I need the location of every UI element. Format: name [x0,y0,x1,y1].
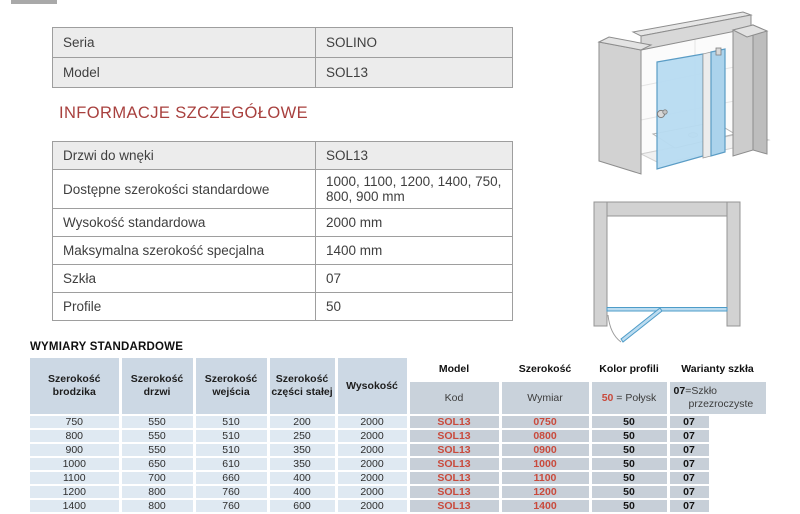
table-row [53,58,513,88]
cell-value: 760 [194,499,268,513]
table-row [53,209,513,237]
top-beam [641,15,751,50]
cell-model-code: SOL13 [408,471,500,485]
profile-code: 50 [601,392,614,404]
cell-glass-variant: 07 [668,443,710,457]
row-label: Wysokość standardowa [53,209,316,237]
cell-value: 400 [268,471,336,485]
glass-code: 07 [673,384,686,397]
cell-width-code: 1100 [500,471,590,485]
cell-value: 250 [268,429,336,443]
cell-value: 660 [194,471,268,485]
table-row [30,485,767,499]
cell-value: 750 [30,415,120,429]
details-table [52,141,513,321]
cell-value: 510 [194,415,268,429]
cell-value: 350 [268,443,336,457]
cell-glass-variant: 07 [668,415,710,429]
door-profile [703,52,711,158]
cell-width-code: 0800 [500,429,590,443]
table-row [30,429,767,443]
floor [641,132,769,164]
row-label: Seria [53,28,316,58]
cell-value: 550 [120,429,194,443]
group-header-glass-variants: Warianty szkła [668,358,767,381]
table-row [30,471,767,485]
table-row [30,499,767,513]
glass-label: =Szkło przezroczyste [685,384,754,410]
table-row [53,170,513,209]
cell-profile-color: 50 [590,499,668,513]
cell-profile-color: 50 [590,457,668,471]
cell-value: 1000 [30,457,120,471]
table-row [30,415,767,429]
cell-empty [710,485,767,499]
cell-value: 800 [30,429,120,443]
wall-left [594,202,607,326]
cell-value: 550 [120,443,194,457]
glass-line [607,308,727,312]
cell-value: 550 [120,415,194,429]
hinge [716,48,721,55]
cell-value: 900 [30,443,120,457]
glass-fixed-panel [711,49,725,156]
cell-empty [710,443,767,457]
cell-profile-color: 50 [590,485,668,499]
cell-value: 510 [194,443,268,457]
row-label: Drzwi do wnęki [53,142,316,170]
page-edge-mark [11,0,57,4]
column-header: Szerokość wejścia [194,358,268,415]
shower-3d-diagram [583,4,791,193]
cell-value: 2000 [336,415,408,429]
cell-value: 400 [268,485,336,499]
cell-value: 1400 [30,499,120,513]
wall-top [594,202,740,216]
shower-plan-diagram [588,194,788,353]
cell-glass-variant: 07 [668,429,710,443]
profile-label: = Połysk [613,392,657,404]
shower-tray [653,122,735,148]
cell-value: 2000 [336,443,408,457]
glass-door-panel [657,54,703,169]
series-model-table [52,27,513,88]
open-door-leaf [621,308,662,342]
column-header: Wysokość [336,358,408,415]
cell-model-code: SOL13 [408,443,500,457]
row-label: Profile [53,293,316,321]
group-header-profile-color: Kolor profili [590,358,668,381]
dimensions-title: WYMIARY STANDARDOWE [30,341,184,353]
subheader-dimension: Wymiar [500,381,590,415]
row-value: SOL13 [316,58,513,88]
cell-value: 2000 [336,471,408,485]
table-row [30,443,767,457]
cell-width-code: 1400 [500,499,590,513]
subheader-glass-legend [668,381,767,415]
cell-value: 610 [194,457,268,471]
cell-value: 1200 [30,485,120,499]
cell-value: 600 [268,499,336,513]
cell-value: 760 [194,485,268,499]
cell-glass-variant: 07 [668,485,710,499]
cell-model-code: SOL13 [408,499,500,513]
column-header: Szerokość drzwi [120,358,194,415]
cell-empty [710,499,767,513]
drain [689,133,698,138]
table-row [53,28,513,58]
table-row [53,265,513,293]
row-label: Szkła [53,265,316,293]
cell-width-code: 1200 [500,485,590,499]
column-header: Szerokość części stałej [268,358,336,415]
column-header: Szerokość brodzika [30,358,120,415]
subheader-code: Kod [408,381,500,415]
cell-width-code: 1000 [500,457,590,471]
subheader-profile-legend [590,381,668,415]
cell-value: 510 [194,429,268,443]
cell-value: 2000 [336,457,408,471]
left-wall [599,42,641,174]
cell-profile-color: 50 [590,471,668,485]
cell-profile-color: 50 [590,443,668,457]
cell-glass-variant: 07 [668,499,710,513]
cell-model-code: SOL13 [408,485,500,499]
dimensions-table-header [30,358,767,415]
cell-empty [710,457,767,471]
cell-value: 800 [120,499,194,513]
group-header-width: Szerokość [500,358,590,381]
table-row [30,457,767,471]
cell-value: 650 [120,457,194,471]
cell-glass-variant: 07 [668,457,710,471]
door-handle [657,110,664,117]
cell-width-code: 0900 [500,443,590,457]
cell-value: 800 [120,485,194,499]
wall-right [727,202,740,326]
cell-value: 700 [120,471,194,485]
niche-back-wall [641,28,749,154]
cell-width-code: 0750 [500,415,590,429]
row-label: Maksymalna szerokość specjalna [53,237,316,265]
details-table-body [53,142,513,321]
table-row [53,293,513,321]
summary-table-body [53,28,513,88]
row-value: 1400 mm [316,237,513,265]
table-row [53,237,513,265]
cell-empty [710,429,767,443]
cell-empty [710,415,767,429]
section-title: INFORMACJE SZCZEGÓŁOWE [59,104,308,122]
cell-value: 200 [268,415,336,429]
group-header-model: Model [408,358,500,381]
dimensions-table-body [30,415,767,513]
cell-profile-color: 50 [590,415,668,429]
right-wall [733,25,753,156]
row-value: SOL13 [316,142,513,170]
cell-model-code: SOL13 [408,457,500,471]
row-label: Dostępne szerokości standardowe [53,170,316,209]
row-value: 2000 mm [316,209,513,237]
row-value: SOLINO [316,28,513,58]
cell-model-code: SOL13 [408,429,500,443]
door-swing-arc [608,315,621,342]
row-value: 1000, 1100, 1200, 1400, 750, 800, 900 mm [316,170,513,209]
cell-value: 2000 [336,499,408,513]
cell-glass-variant: 07 [668,471,710,485]
cell-value: 1100 [30,471,120,485]
table-row [53,142,513,170]
row-value: 07 [316,265,513,293]
cell-value: 350 [268,457,336,471]
cell-value: 2000 [336,429,408,443]
dimensions-table [30,358,769,514]
cell-value: 2000 [336,485,408,499]
cell-profile-color: 50 [590,429,668,443]
row-label: Model [53,58,316,88]
cell-model-code: SOL13 [408,415,500,429]
cell-empty [710,471,767,485]
row-value: 50 [316,293,513,321]
